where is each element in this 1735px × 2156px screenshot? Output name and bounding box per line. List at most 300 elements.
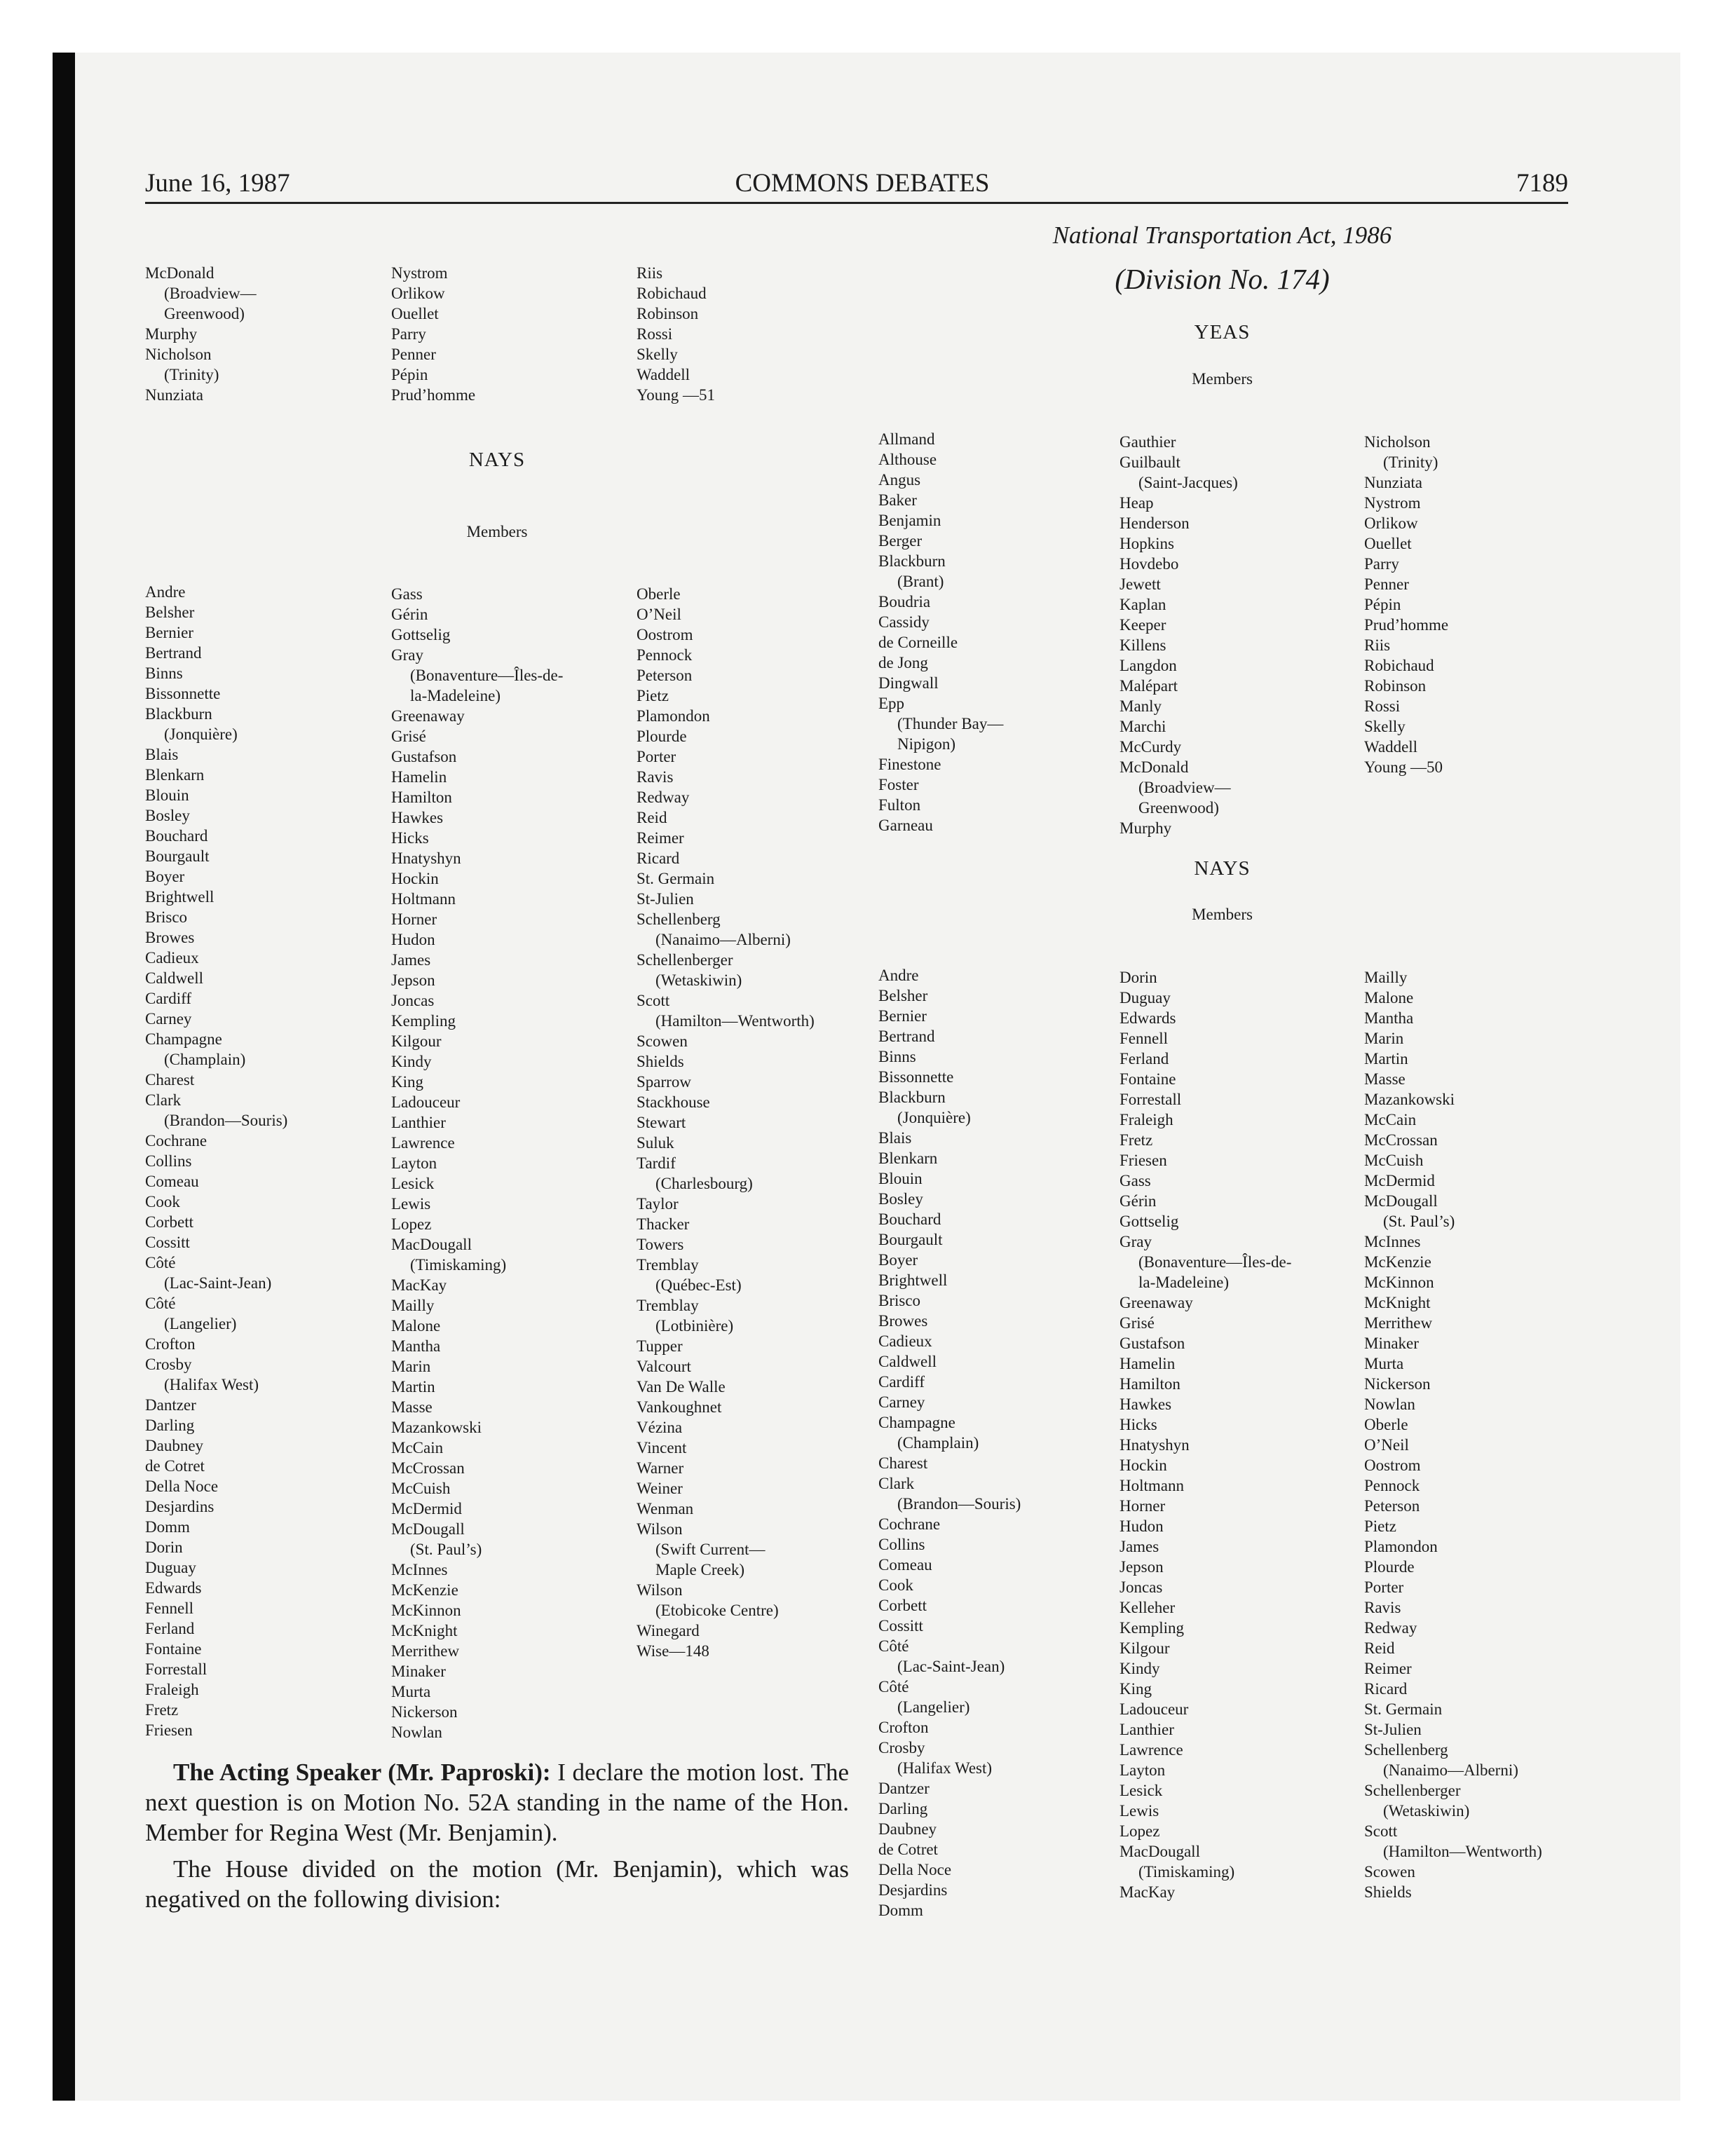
member-name: Duguay (145, 1559, 196, 1576)
member-name: Gass (1120, 1172, 1151, 1189)
member-name: Boyer (878, 1251, 918, 1269)
member-name: Kindy (391, 1053, 432, 1070)
member-name: Tupper (637, 1337, 683, 1355)
member-name: Charest (145, 1071, 195, 1089)
member-name: Crosby (145, 1356, 192, 1373)
member-name: Andre (145, 583, 186, 601)
member-name: Nystrom (1364, 494, 1421, 512)
member-name: Hockin (391, 870, 439, 887)
member-name: Prud’homme (391, 386, 476, 404)
member-riding: la-Madeleine) (1138, 1274, 1229, 1291)
member-name: Cochrane (878, 1515, 941, 1533)
act-title: National Transportation Act, 1986 (1052, 221, 1392, 249)
member-riding: (Hamilton—Wentworth) (1383, 1843, 1542, 1860)
member-name: Scowen (637, 1032, 688, 1050)
member-name: McDougall (391, 1520, 465, 1538)
member-name: Blouin (145, 786, 189, 804)
member-name: Lewis (1120, 1802, 1159, 1820)
member-name: St. Germain (1364, 1700, 1443, 1718)
member-name: Wise—148 (637, 1642, 709, 1660)
member-name: Garneau (878, 817, 933, 834)
member-name: Kilgour (1120, 1639, 1170, 1657)
member-name: Gray (1120, 1233, 1152, 1250)
left-yeas-continued-col-2 (391, 263, 475, 405)
member-name: Gray (391, 646, 423, 664)
member-name: Della Noce (145, 1478, 219, 1495)
member-name: Della Noce (878, 1861, 952, 1878)
member-name: Penner (391, 346, 436, 363)
member-riding: (Etobicoke Centre) (655, 1602, 779, 1619)
member-name: Wenman (637, 1500, 694, 1517)
member-name: Plourde (637, 728, 687, 745)
member-name: Oostrom (1364, 1456, 1421, 1474)
member-riding: (Charlesbourg) (655, 1175, 753, 1192)
left-nays-col-2 (391, 584, 563, 1742)
member-name: Robichaud (1364, 657, 1434, 674)
member-riding: (Wetaskiwin) (655, 971, 742, 989)
member-name: Boyer (145, 868, 185, 885)
member-name: Nunziata (1364, 474, 1423, 491)
member-name: Wilson (637, 1520, 683, 1538)
member-name: de Corneille (878, 634, 958, 651)
member-name: Hawkes (1120, 1396, 1172, 1413)
division-intro: The House divided on the motion (Mr. Benjamin), which was negatived on the following division: (145, 1855, 849, 1913)
member-name: McDermid (391, 1500, 462, 1517)
member-name: Fulton (878, 796, 921, 814)
member-name: Desjardins (145, 1498, 215, 1515)
member-name: McDonald (1120, 758, 1189, 776)
member-name: Bissonnette (145, 685, 221, 702)
member-name: Stackhouse (637, 1093, 710, 1111)
header-title: COMMONS DEBATES (735, 169, 990, 198)
right-yeas-heading: YEAS (1194, 321, 1251, 343)
member-name: Blenkarn (878, 1149, 938, 1167)
member-name: Hamelin (391, 768, 447, 786)
member-name: Jepson (1120, 1558, 1164, 1576)
member-name: Pépin (391, 366, 428, 383)
member-name: Brightwell (145, 888, 215, 906)
member-name: Skelly (637, 346, 678, 363)
member-name: Dantzer (145, 1396, 196, 1414)
member-name: Van De Walle (637, 1378, 726, 1396)
member-name: Fontaine (1120, 1070, 1176, 1088)
member-name: Waddell (1364, 738, 1418, 756)
member-name: Lawrence (391, 1134, 455, 1152)
member-name: Minaker (1364, 1335, 1419, 1352)
member-name: Lesick (391, 1175, 435, 1192)
member-name: Holtmann (391, 890, 456, 908)
member-name: James (1120, 1538, 1159, 1555)
member-riding: (Lac-Saint-Jean) (897, 1658, 1005, 1675)
member-name: Ricard (1364, 1680, 1408, 1698)
member-name: Orlikow (1364, 514, 1418, 532)
member-name: Dantzer (878, 1780, 930, 1797)
member-name: McCain (1364, 1111, 1417, 1128)
member-name: Champagne (145, 1030, 222, 1048)
member-name: Bosley (878, 1190, 923, 1208)
member-name: Hnatyshyn (1120, 1436, 1190, 1454)
member-name: Cardiff (878, 1373, 925, 1391)
member-name: Kempling (391, 1012, 456, 1030)
member-name: Plourde (1364, 1558, 1415, 1576)
member-name: Nystrom (391, 264, 448, 282)
right-nays-col-3 (1364, 967, 1542, 1902)
member-riding: (Swift Current— (655, 1541, 766, 1558)
member-name: Gauthier (1120, 433, 1176, 451)
member-name: Angus (878, 471, 921, 489)
member-name: McKnight (391, 1622, 458, 1639)
member-name: Charest (878, 1454, 928, 1472)
member-name: Kelleher (1120, 1599, 1176, 1616)
member-name: Oberle (637, 585, 681, 603)
member-name: Nicholson (145, 346, 212, 363)
member-name: Skelly (1364, 718, 1406, 735)
member-name: Marchi (1120, 718, 1166, 735)
member-name: Hicks (391, 829, 429, 847)
member-name: Bertrand (145, 644, 202, 662)
member-name: Côté (878, 1678, 909, 1696)
member-riding: (Halifax West) (897, 1759, 993, 1777)
member-name: Cadieux (878, 1332, 932, 1350)
member-name: Valcourt (637, 1358, 691, 1375)
member-name: Riis (637, 264, 663, 282)
member-name: Nowlan (391, 1724, 442, 1741)
left-nays-heading: NAYS (468, 449, 526, 471)
member-name: Bertrand (878, 1028, 935, 1045)
member-name: Friesen (145, 1721, 193, 1739)
right-nays-members-label: Members (1192, 906, 1253, 923)
member-name: Henderson (1120, 514, 1190, 532)
member-name: Marin (1364, 1030, 1404, 1047)
member-name: Fretz (145, 1701, 179, 1719)
member-name: Young —51 (637, 386, 716, 404)
member-name: Rossi (637, 325, 673, 343)
member-name: Scott (1364, 1822, 1398, 1840)
member-name: Ricard (637, 850, 680, 867)
member-name: Malone (391, 1317, 441, 1335)
member-name: Hamelin (1120, 1355, 1176, 1372)
member-name: Clark (878, 1475, 915, 1492)
member-name: Comeau (145, 1173, 199, 1190)
right-yeas-col-3 (1364, 432, 1448, 777)
member-name: McKinnon (1364, 1274, 1434, 1291)
member-name: Crofton (878, 1719, 929, 1736)
member-name: Shields (1364, 1883, 1412, 1901)
member-name: Corbett (878, 1597, 927, 1614)
member-name: Bissonnette (878, 1068, 954, 1086)
member-riding: (Nanaimo—Alberni) (655, 931, 791, 948)
member-name: Bernier (145, 624, 193, 641)
member-name: MacKay (1120, 1883, 1176, 1901)
member-name: Forrestall (1120, 1091, 1182, 1108)
member-name: Reid (637, 809, 667, 826)
member-name: Redway (637, 789, 690, 806)
member-name: Daubney (145, 1437, 204, 1454)
member-riding: Greenwood) (164, 305, 245, 322)
speaker-label: The Acting Speaker (Mr. Paproski): (173, 1759, 551, 1786)
member-name: Collins (878, 1536, 925, 1553)
member-name: Belsher (878, 987, 928, 1004)
member-name: McCuish (391, 1480, 451, 1497)
member-name: McKnight (1364, 1294, 1431, 1311)
member-name: Ladouceur (1120, 1700, 1189, 1718)
left-yeas-continued-col-3 (637, 263, 715, 405)
member-name: Gérin (1120, 1192, 1157, 1210)
right-yeas-col-2 (1120, 432, 1238, 838)
member-name: Carney (145, 1010, 192, 1028)
member-name: Rossi (1364, 697, 1401, 715)
member-name: Robinson (637, 305, 699, 322)
member-name: Ladouceur (391, 1093, 461, 1111)
member-name: Cossitt (878, 1617, 923, 1635)
member-riding: (Thunder Bay— (897, 715, 1004, 732)
member-name: McKenzie (1364, 1253, 1431, 1271)
member-name: Plamondon (1364, 1538, 1438, 1555)
member-name: McDougall (1364, 1192, 1438, 1210)
member-name: Fennell (1120, 1030, 1168, 1047)
member-name: Mantha (1364, 1009, 1414, 1027)
member-name: Murta (391, 1683, 431, 1700)
member-name: Killens (1120, 636, 1166, 654)
member-name: Forrestall (145, 1660, 207, 1678)
member-name: Mailly (391, 1297, 435, 1314)
member-name: McKinnon (391, 1602, 461, 1619)
member-name: Epp (878, 695, 905, 712)
member-name: Cook (145, 1193, 180, 1210)
member-name: Nickerson (391, 1703, 458, 1721)
member-name: Blackburn (878, 1089, 946, 1106)
member-name: Scott (637, 992, 670, 1009)
scan-border (53, 53, 75, 2101)
member-name: O’Neil (637, 606, 681, 623)
member-name: Pietz (1364, 1517, 1396, 1535)
member-name: Lanthier (391, 1114, 446, 1131)
member-name: King (1120, 1680, 1152, 1698)
member-name: Suluk (637, 1134, 674, 1152)
member-name: McInnes (391, 1561, 448, 1578)
member-riding: (St. Paul’s) (410, 1541, 482, 1558)
member-name: Darling (145, 1417, 195, 1434)
member-name: Desjardins (878, 1881, 948, 1899)
member-riding: (Brandon—Souris) (164, 1112, 288, 1129)
member-name: Brisco (145, 908, 188, 926)
member-name: Browes (878, 1312, 928, 1330)
member-name: Corbett (145, 1213, 193, 1231)
member-name: Binns (145, 664, 183, 682)
member-name: Fraleigh (145, 1681, 199, 1698)
member-name: Nickerson (1364, 1375, 1431, 1393)
member-name: Hnatyshyn (391, 850, 461, 867)
member-name: Lewis (391, 1195, 431, 1213)
member-name: Domm (145, 1518, 190, 1536)
member-name: Schellenberg (637, 910, 721, 928)
member-name: Heap (1120, 494, 1154, 512)
member-name: Daubney (878, 1820, 937, 1838)
left-yeas-continued-col-1 (145, 263, 257, 405)
member-name: O’Neil (1364, 1436, 1409, 1454)
member-name: Nowlan (1364, 1396, 1415, 1413)
member-name: Kilgour (391, 1032, 442, 1050)
member-name: Crofton (145, 1335, 196, 1353)
member-name: Brisco (878, 1292, 921, 1309)
member-name: Layton (1120, 1761, 1166, 1779)
member-name: Vézina (637, 1419, 683, 1436)
member-name: Wilson (637, 1581, 683, 1599)
member-name: MacDougall (391, 1236, 472, 1253)
member-name: Scowen (1364, 1863, 1415, 1881)
member-name: Kempling (1120, 1619, 1184, 1637)
member-name: Stewart (637, 1114, 686, 1131)
member-name: Layton (391, 1154, 437, 1172)
member-name: Oberle (1364, 1416, 1408, 1433)
member-name: Vincent (637, 1439, 687, 1456)
member-name: de Cotret (145, 1457, 205, 1475)
member-name: Hamilton (1120, 1375, 1181, 1393)
member-name: Hockin (1120, 1456, 1167, 1474)
member-name: Fontaine (145, 1640, 202, 1658)
member-name: Côté (145, 1295, 176, 1312)
member-name: Jepson (391, 971, 435, 989)
member-name: Kindy (1120, 1660, 1160, 1677)
member-riding: (Trinity) (164, 366, 219, 383)
member-name: King (391, 1073, 423, 1091)
member-name: Martin (391, 1378, 435, 1396)
member-name: Minaker (391, 1663, 446, 1680)
member-name: Oostrom (637, 626, 693, 643)
member-riding: la-Madeleine) (410, 687, 501, 704)
member-name: Murphy (145, 325, 198, 343)
member-name: Pépin (1364, 596, 1401, 613)
member-name: Joncas (1120, 1578, 1163, 1596)
member-name: McCain (391, 1439, 444, 1456)
member-riding: (St. Paul’s) (1383, 1213, 1455, 1230)
member-name: Nunziata (145, 386, 204, 404)
member-name: Robichaud (637, 285, 707, 302)
member-name: Schellenberger (1364, 1782, 1461, 1799)
member-name: Towers (637, 1236, 684, 1253)
member-name: Tardif (637, 1154, 676, 1172)
member-name: Friesen (1120, 1152, 1167, 1169)
member-name: Grisé (391, 728, 426, 745)
member-name: Blouin (878, 1170, 923, 1187)
member-riding: (Champlain) (897, 1434, 979, 1452)
member-riding: (Timiskaming) (1138, 1863, 1235, 1881)
member-name: Parry (1364, 555, 1399, 573)
member-name: Waddell (637, 366, 690, 383)
member-name: Shields (637, 1053, 684, 1070)
right-nays-heading: NAYS (1194, 857, 1251, 880)
member-name: Tremblay (637, 1297, 699, 1314)
member-name: Gottselig (391, 626, 451, 643)
member-name: Bourgault (878, 1231, 943, 1248)
member-name: Holtmann (1120, 1477, 1184, 1494)
member-name: Blais (145, 746, 179, 763)
left-nays-col-1 (145, 582, 287, 1740)
member-riding: (Broadview— (164, 285, 257, 302)
member-name: Browes (145, 929, 195, 946)
member-name: Winegard (637, 1622, 700, 1639)
member-name: Côté (145, 1254, 176, 1271)
member-name: Malépart (1120, 677, 1178, 695)
member-name: Warner (637, 1459, 684, 1477)
member-name: Pennock (1364, 1477, 1420, 1494)
member-name: Mazankowski (391, 1419, 482, 1436)
member-name: Ouellet (1364, 535, 1412, 552)
member-name: McCrossan (1364, 1131, 1438, 1149)
member-name: Tremblay (637, 1256, 699, 1274)
member-name: Fraleigh (1120, 1111, 1173, 1128)
member-name: Joncas (391, 992, 435, 1009)
member-name: Reimer (637, 829, 684, 847)
member-name: Cossitt (145, 1234, 190, 1251)
member-name: Orlikow (391, 285, 445, 302)
member-name: MacKay (391, 1276, 447, 1294)
speaker-statement (145, 1757, 849, 1848)
member-name: Prud’homme (1364, 616, 1449, 634)
member-name: Robinson (1364, 677, 1427, 695)
member-name: Horner (1120, 1497, 1166, 1515)
member-riding: (Bonaventure—Îles-de- (410, 667, 564, 684)
member-name: Gustafson (391, 748, 457, 765)
member-name: Mazankowski (1364, 1091, 1455, 1108)
member-name: Schellenberg (1364, 1741, 1448, 1759)
member-name: Dingwall (878, 674, 939, 692)
member-name: Foster (878, 776, 919, 793)
member-name: Masse (391, 1398, 433, 1416)
member-name: de Cotret (878, 1841, 938, 1858)
member-name: Pennock (637, 646, 693, 664)
member-name: McCurdy (1120, 738, 1182, 756)
member-name: Lopez (1120, 1822, 1160, 1840)
member-name: McCrossan (391, 1459, 465, 1477)
member-name: Caldwell (878, 1353, 937, 1370)
member-name: Bernier (878, 1007, 927, 1025)
member-name: Cardiff (145, 990, 192, 1007)
member-name: Gérin (391, 606, 428, 623)
member-name: McCuish (1364, 1152, 1424, 1169)
member-name: Murta (1364, 1355, 1404, 1372)
member-name: McDermid (1364, 1172, 1435, 1189)
member-name: Martin (1364, 1050, 1408, 1067)
member-name: Riis (1364, 636, 1391, 654)
member-riding: (Langelier) (897, 1698, 970, 1716)
member-name: Binns (878, 1048, 916, 1065)
member-name: Crosby (878, 1739, 925, 1756)
member-riding: (Lotbinière) (655, 1317, 734, 1335)
member-name: Merrithew (391, 1642, 460, 1660)
member-name: Murphy (1120, 819, 1172, 837)
member-name: Plamondon (637, 707, 710, 725)
member-name: Boudria (878, 593, 931, 610)
member-name: Cook (878, 1576, 913, 1594)
member-riding: (Hamilton—Wentworth) (655, 1012, 815, 1030)
member-name: Althouse (878, 451, 937, 468)
member-name: Redway (1364, 1619, 1417, 1637)
member-name: Lawrence (1120, 1741, 1183, 1759)
member-name: Dorin (145, 1538, 183, 1556)
member-name: Vankoughnet (637, 1398, 722, 1416)
member-name: Keeper (1120, 616, 1166, 634)
member-riding: (Nanaimo—Alberni) (1383, 1761, 1518, 1779)
member-name: McDonald (145, 264, 215, 282)
member-riding: Greenwood) (1138, 799, 1219, 817)
member-name: Dorin (1120, 969, 1157, 986)
member-name: Sparrow (637, 1073, 691, 1091)
member-riding: (Champlain) (164, 1051, 246, 1068)
member-name: Hopkins (1120, 535, 1174, 552)
member-riding: (Saint-Jacques) (1138, 474, 1238, 491)
member-name: Duguay (1120, 989, 1171, 1007)
